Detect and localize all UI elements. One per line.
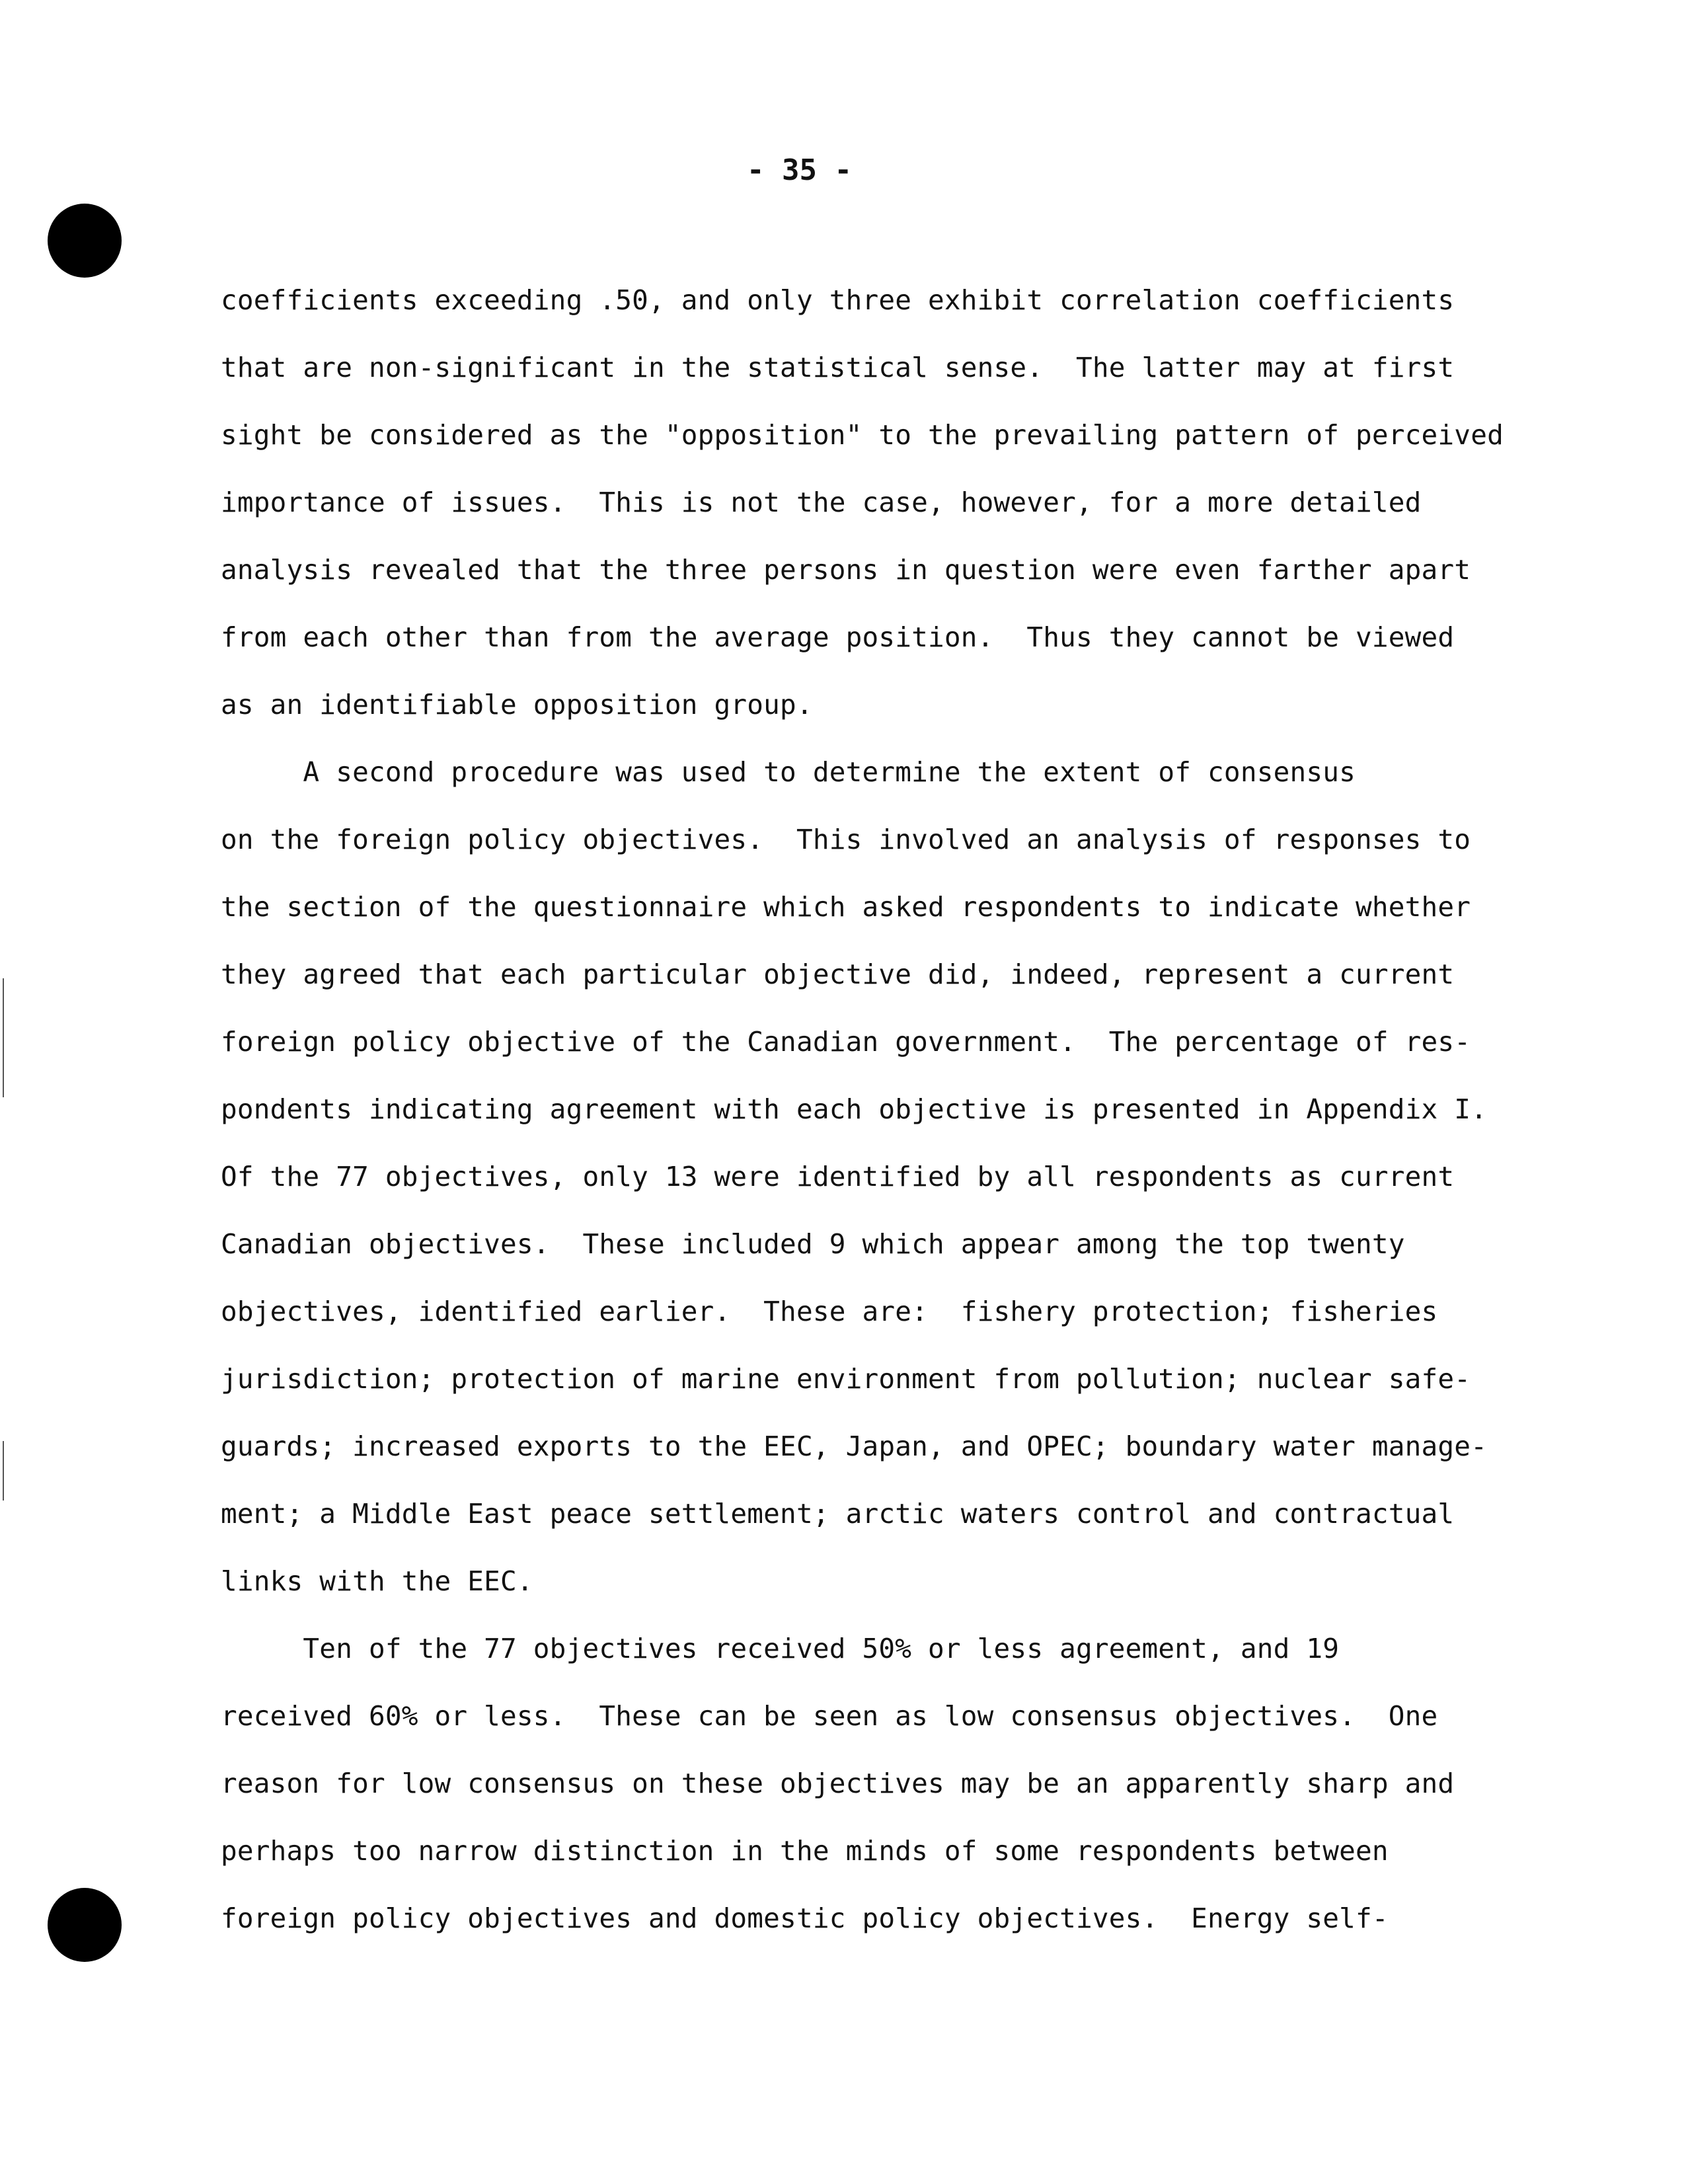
text-line: received 60% or less. These can be seen as low consensus objectives. One: [221, 1700, 1438, 1732]
text-line: reason for low consensus on these objectives may be an apparently sharp and: [221, 1768, 1455, 1799]
punch-hole-bottom: [48, 1888, 122, 1962]
text-line: links with the EEC.: [221, 1565, 533, 1597]
text-line: importance of issues. This is not the case, however, for a more detailed: [221, 487, 1422, 518]
text-line: Of the 77 objectives, only 13 were identified by all respondents as current: [221, 1161, 1455, 1192]
text-line: analysis revealed that the three persons in question were even farther apart: [221, 554, 1471, 586]
text-line: the section of the questionnaire which asked respondents to indicate whether: [221, 891, 1471, 923]
text-line: Ten of the 77 objectives received 50% or less agreement, and 19: [221, 1633, 1340, 1664]
text-line: perhaps too narrow distinction in the minds of some respondents between: [221, 1835, 1389, 1867]
text-line: they agreed that each particular objective did, indeed, represent a current: [221, 958, 1455, 990]
text-line: sight be considered as the "opposition" to the prevailing pattern of perceived: [221, 419, 1504, 451]
scan-edge-mark: [3, 1441, 4, 1501]
text-line: A second procedure was used to determine the extent of consensus: [221, 756, 1356, 788]
scan-edge-mark: [3, 978, 4, 1097]
text-line: ment; a Middle East peace settlement; arctic waters control and contractual: [221, 1498, 1455, 1530]
text-line: jurisdiction; protection of marine environment from pollution; nuclear safe-: [221, 1363, 1471, 1395]
text-line: pondents indicating agreement with each objective is presented in Appendix I.: [221, 1093, 1488, 1125]
text-line: foreign policy objectives and domestic policy objectives. Energy self-: [221, 1902, 1389, 1934]
text-line: from each other than from the average position. Thus they cannot be viewed: [221, 621, 1455, 653]
text-line: Canadian objectives. These included 9 which appear among the top twenty: [221, 1228, 1405, 1260]
text-line: on the foreign policy objectives. This involved an analysis of responses to: [221, 824, 1471, 855]
text-line: coefficients exceeding .50, and only three exhibit correlation coefficients: [221, 284, 1455, 316]
text-line: foreign policy objective of the Canadian government. The percentage of res-: [221, 1026, 1471, 1058]
punch-hole-top: [48, 204, 122, 278]
text-line: guards; increased exports to the EEC, Japan, and OPEC; boundary water manage-: [221, 1430, 1488, 1462]
text-line: objectives, identified earlier. These are: fishery protection; fisheries: [221, 1296, 1438, 1327]
page-number: - 35 -: [747, 153, 852, 187]
text-line: that are non-significant in the statistical sense. The latter may at first: [221, 352, 1455, 383]
text-line: as an identifiable opposition group.: [221, 689, 813, 721]
